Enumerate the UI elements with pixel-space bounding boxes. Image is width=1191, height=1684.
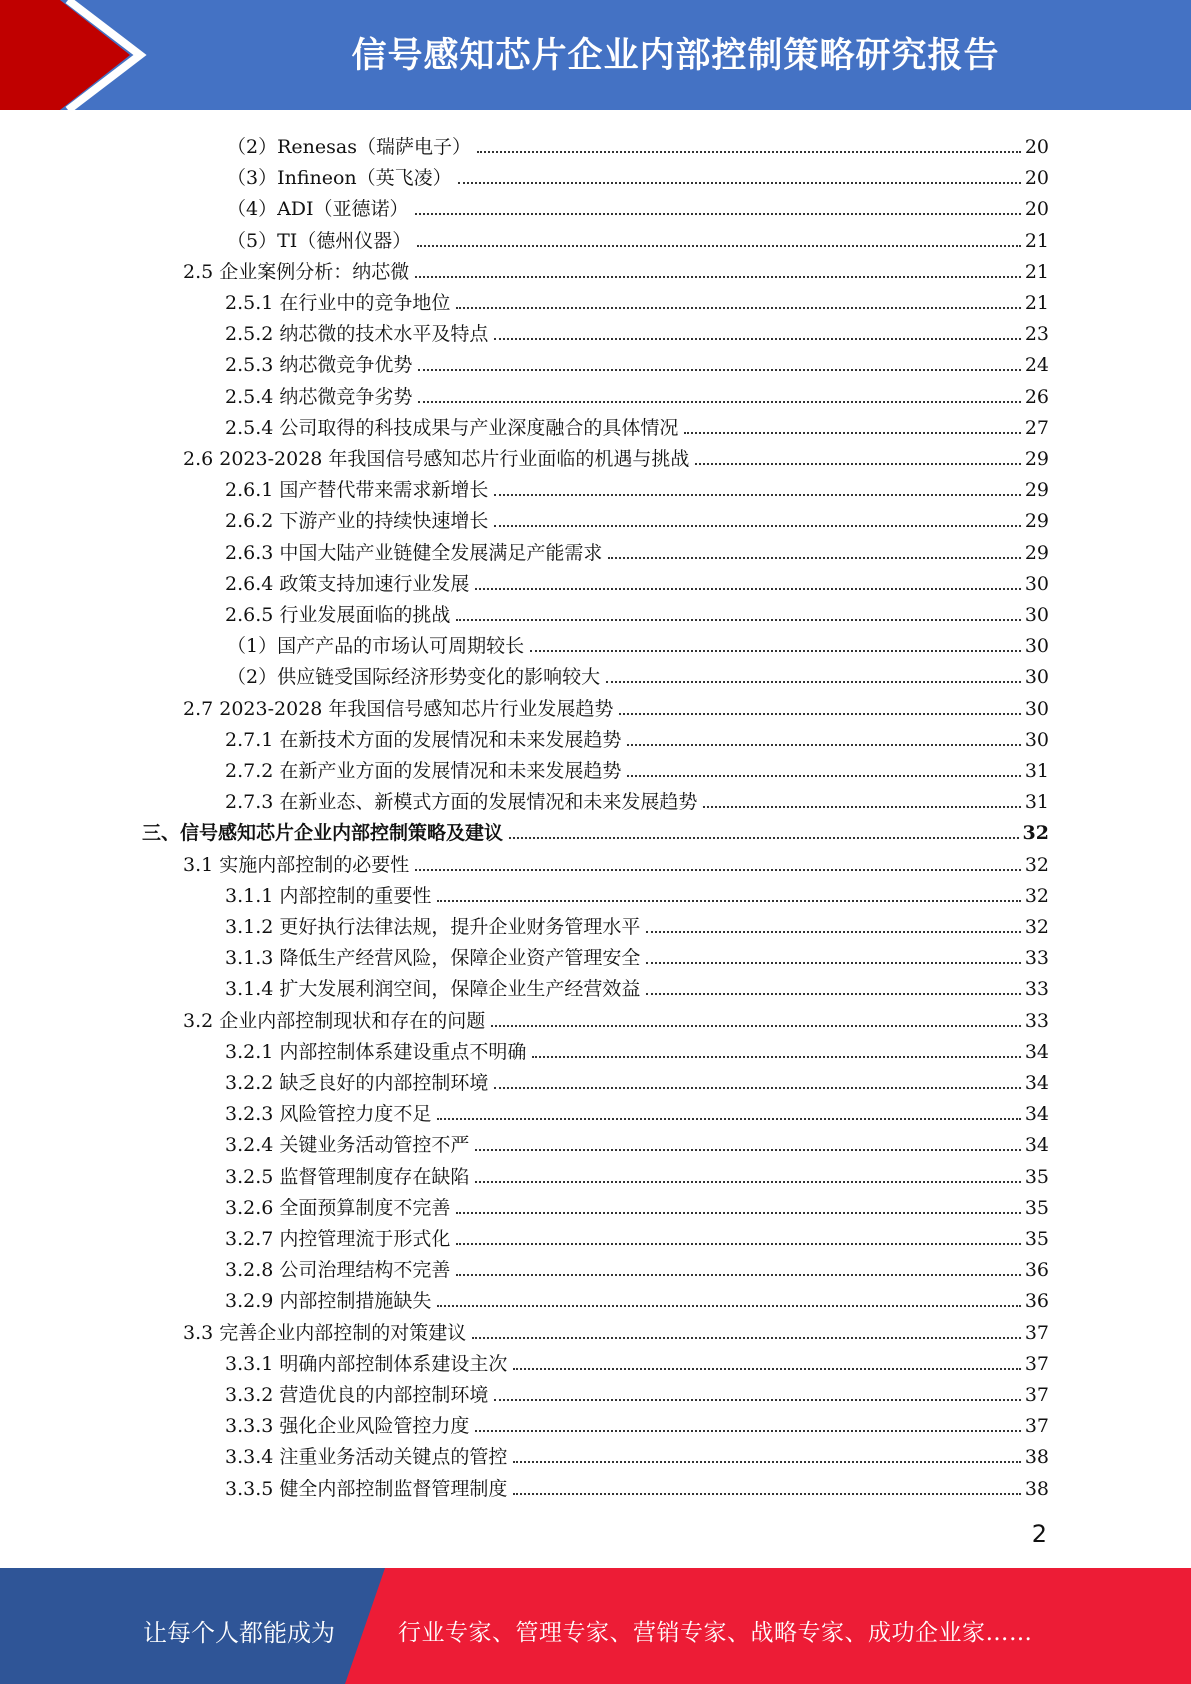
toc-entry-page: 34 xyxy=(1024,1072,1049,1094)
footer-roles: 行业专家、管理专家、营销专家、战略专家、成功企业家…… xyxy=(398,1620,1033,1646)
dot-leader xyxy=(619,713,1020,715)
toc-entry-label: 3.3 完善企业内部控制的对策建议 xyxy=(183,1321,467,1344)
toc-entry-page: 29 xyxy=(1024,510,1049,533)
toc-entry[interactable] xyxy=(225,595,1049,626)
dot-leader xyxy=(458,182,1021,184)
footer-banner xyxy=(0,1568,1191,1684)
dot-leader xyxy=(646,931,1020,933)
toc-entry[interactable] xyxy=(183,439,1049,470)
dot-leader xyxy=(475,588,1020,590)
toc-entry-label: 3.1.2 更好执行法律法规，提升企业财务管理水平 xyxy=(225,916,641,938)
dot-leader xyxy=(456,307,1020,309)
dot-leader xyxy=(494,338,1020,340)
dot-leader xyxy=(532,1056,1020,1058)
toc-entry-page: 33 xyxy=(1024,1009,1049,1032)
toc-entry-page: 29 xyxy=(1024,448,1049,470)
toc-entry-label: 2.6.5 行业发展面临的挑战 xyxy=(225,604,451,626)
toc-entry-label: 3.1.1 内部控制的重要性 xyxy=(225,884,432,907)
dot-leader xyxy=(627,775,1020,777)
toc-entry-page: 30 xyxy=(1024,604,1049,626)
toc-entry[interactable] xyxy=(225,501,1049,532)
toc-entry[interactable] xyxy=(225,408,1049,439)
toc-entry[interactable] xyxy=(225,314,1049,345)
toc-entry-page: 24 xyxy=(1024,354,1049,377)
dot-leader xyxy=(494,525,1020,527)
toc-entry[interactable] xyxy=(227,657,1049,688)
toc-entry[interactable] xyxy=(225,969,1049,1000)
dot-leader xyxy=(475,1430,1020,1432)
toc-entry[interactable] xyxy=(142,813,1049,844)
toc-entry-page: 21 xyxy=(1024,260,1049,283)
toc-entry-label: （2）供应链受国际经济形势变化的影响较大 xyxy=(227,666,601,689)
toc-entry[interactable] xyxy=(183,1001,1049,1032)
toc-entry-label: 2.6.2 下游产业的持续快速增长 xyxy=(225,510,489,533)
dot-leader xyxy=(684,432,1020,434)
toc-entry-label: （5）TI（德州仪器） xyxy=(227,229,412,252)
toc-entry[interactable] xyxy=(225,1125,1049,1156)
toc-entry-page: 20 xyxy=(1024,136,1049,158)
toc-entry[interactable] xyxy=(225,1188,1049,1219)
toc-entry-page: 37 xyxy=(1024,1321,1049,1344)
dot-leader xyxy=(456,1243,1020,1245)
toc-entry[interactable] xyxy=(225,1063,1049,1094)
toc-entry-page: 29 xyxy=(1024,479,1049,502)
toc-entry-label: 2.7.3 在新业态、新模式方面的发展情况和未来发展趋势 xyxy=(225,791,698,814)
toc-entry-page: 30 xyxy=(1024,697,1049,720)
dot-leader xyxy=(627,744,1020,746)
toc-entry-label: 2.5.4 纳芯微竞争劣势 xyxy=(225,385,413,408)
toc-entry[interactable] xyxy=(183,252,1049,283)
dot-leader xyxy=(606,681,1021,683)
toc-entry-label: 3.3.5 健全内部控制监督管理制度 xyxy=(225,1477,508,1500)
toc-entry-page: 35 xyxy=(1024,1228,1049,1250)
dot-leader xyxy=(437,900,1020,902)
toc-entry[interactable] xyxy=(225,470,1049,501)
toc-entry-page: 34 xyxy=(1024,1103,1049,1126)
dot-leader xyxy=(417,245,1021,247)
dot-leader xyxy=(491,1025,1021,1027)
toc-entry[interactable] xyxy=(227,127,1049,158)
toc-entry-label: 3.3.2 营造优良的内部控制环境 xyxy=(225,1384,489,1406)
toc-entry-page: 34 xyxy=(1024,1040,1049,1063)
toc-entry-page: 33 xyxy=(1024,947,1049,970)
toc-entry-label: 2.6.1 国产替代带来需求新增长 xyxy=(225,479,489,502)
dot-leader xyxy=(475,1149,1020,1151)
toc-entry-page: 20 xyxy=(1024,167,1049,190)
toc-entry[interactable] xyxy=(225,345,1049,376)
dot-leader xyxy=(472,1337,1021,1339)
footer-slogan: 让每个人都能成为 xyxy=(143,1619,335,1647)
toc-entry[interactable] xyxy=(225,1032,1049,1063)
dot-leader xyxy=(513,1461,1020,1463)
toc-entry-page: 23 xyxy=(1024,323,1049,346)
toc-entry-label: 3.2.3 风险管控力度不足 xyxy=(225,1103,432,1126)
dot-leader xyxy=(608,557,1020,559)
dot-leader xyxy=(437,1118,1020,1120)
toc-entry-page: 30 xyxy=(1024,728,1049,751)
toc-entry-page: 36 xyxy=(1024,1259,1049,1282)
toc-entry[interactable] xyxy=(225,1469,1049,1500)
toc-entry-label: （1）国产产品的市场认可周期较长 xyxy=(227,635,525,658)
toc-entry-page: 30 xyxy=(1024,635,1049,658)
toc-entry-label: （2）Renesas（瑞萨电子） xyxy=(227,136,471,158)
toc-entry-label: 3.2.8 公司治理结构不完善 xyxy=(225,1259,451,1282)
toc-entry-label: 3.2.9 内部控制措施缺失 xyxy=(225,1290,432,1313)
toc-entry-label: 3.2.5 监督管理制度存在缺陷 xyxy=(225,1165,470,1188)
dot-leader xyxy=(418,401,1020,403)
toc-entry-page: 29 xyxy=(1024,541,1049,564)
dot-leader xyxy=(437,1305,1020,1307)
dot-leader xyxy=(456,1212,1020,1214)
toc-entry[interactable] xyxy=(225,1406,1049,1437)
toc-entry-label: 3.2.7 内控管理流于形式化 xyxy=(225,1228,451,1250)
toc-entry-page: 38 xyxy=(1024,1477,1049,1500)
toc-entry-label: 3.3.1 明确内部控制体系建设主次 xyxy=(225,1352,508,1375)
toc-entry-page: 33 xyxy=(1024,978,1049,1001)
toc-entry-label: 3.2.4 关键业务活动管控不严 xyxy=(225,1134,470,1157)
toc-entry[interactable] xyxy=(225,1094,1049,1125)
toc-entry-page: 21 xyxy=(1024,229,1049,252)
dot-leader xyxy=(703,806,1020,808)
toc-entry[interactable] xyxy=(227,626,1049,657)
toc-entry[interactable] xyxy=(225,1157,1049,1188)
dot-leader xyxy=(513,1368,1020,1370)
toc-entry[interactable] xyxy=(183,1313,1049,1344)
toc-entry-page: 32 xyxy=(1024,853,1049,876)
toc-entry[interactable] xyxy=(225,283,1049,314)
dot-leader xyxy=(513,1493,1020,1495)
toc-entry-page: 26 xyxy=(1024,385,1049,408)
dot-leader xyxy=(695,463,1020,465)
toc-entry-label: 3.3.3 强化企业风险管控力度 xyxy=(225,1415,470,1438)
toc-entry[interactable] xyxy=(225,876,1049,907)
dot-leader xyxy=(418,369,1020,371)
dot-leader xyxy=(494,1087,1020,1089)
toc-entry-page: 32 xyxy=(1024,916,1049,938)
header-banner xyxy=(0,0,1191,110)
toc-entry-label: 2.7.2 在新产业方面的发展情况和未来发展趋势 xyxy=(225,760,622,782)
toc-entry-page: 30 xyxy=(1024,572,1049,595)
toc-entry-page: 31 xyxy=(1024,760,1049,782)
dot-leader xyxy=(646,962,1020,964)
toc-entry[interactable] xyxy=(225,564,1049,595)
dot-leader xyxy=(415,213,1021,215)
toc-entry-label: 3.2.1 内部控制体系建设重点不明确 xyxy=(225,1040,527,1063)
toc-entry-label: 2.5.2 纳芯微的技术水平及特点 xyxy=(225,323,489,346)
toc-entry[interactable] xyxy=(225,907,1049,938)
dot-leader xyxy=(509,837,1019,839)
toc-entry[interactable] xyxy=(225,1219,1049,1250)
toc-entry-page: 37 xyxy=(1024,1352,1049,1375)
toc-entry-page: 36 xyxy=(1024,1290,1049,1313)
toc-entry[interactable] xyxy=(225,1375,1049,1406)
toc-entry[interactable] xyxy=(225,377,1049,408)
toc-entry[interactable] xyxy=(227,189,1049,220)
toc-entry[interactable] xyxy=(225,938,1049,969)
toc-entry-label: 2.5.4 公司取得的科技成果与产业深度融合的具体情况 xyxy=(225,416,679,439)
toc-entry-label: 2.5 企业案例分析：纳芯微 xyxy=(183,260,410,283)
toc-entry-page: 32 xyxy=(1022,822,1049,845)
dot-leader xyxy=(494,494,1020,496)
toc-entry-page: 21 xyxy=(1024,292,1049,314)
toc-entry[interactable] xyxy=(225,1250,1049,1281)
page-number: 2 xyxy=(1031,1520,1047,1548)
dot-leader xyxy=(456,619,1020,621)
toc-entry[interactable] xyxy=(225,533,1049,564)
toc-entry-page: 35 xyxy=(1024,1196,1049,1219)
toc-entry-page: 31 xyxy=(1024,791,1049,814)
toc-entry-page: 34 xyxy=(1024,1134,1049,1157)
toc-entry-label: 2.6 2023-2028 年我国信号感知芯片行业面临的机遇与挑战 xyxy=(183,448,690,470)
toc-entry-label: （3）Infineon（英飞凌） xyxy=(227,167,452,190)
toc-entry[interactable] xyxy=(183,689,1049,720)
toc-entry-label: 2.6.3 中国大陆产业链健全发展满足产能需求 xyxy=(225,541,603,564)
toc-entry[interactable] xyxy=(225,1281,1049,1312)
toc-entry-page: 20 xyxy=(1024,198,1049,221)
toc-entry-label: 3.1.4 扩大发展利润空间，保障企业生产经营效益 xyxy=(225,978,641,1001)
toc-entry-label: 3.1 实施内部控制的必要性 xyxy=(183,853,410,876)
dot-leader xyxy=(415,869,1021,871)
dot-leader xyxy=(415,276,1021,278)
toc-entry-page: 38 xyxy=(1024,1446,1049,1469)
toc-entry[interactable] xyxy=(227,221,1049,252)
toc-entry-label: 三、信号感知芯片企业内部控制策略及建议 xyxy=(142,822,504,845)
toc-entry[interactable] xyxy=(183,845,1049,876)
toc-entry-page: 37 xyxy=(1024,1415,1049,1438)
dot-leader xyxy=(477,151,1021,153)
toc-entry-page: 30 xyxy=(1024,666,1049,689)
toc-entry-page: 35 xyxy=(1024,1165,1049,1188)
toc-entry-page: 37 xyxy=(1024,1384,1049,1406)
toc-entry[interactable] xyxy=(225,720,1049,751)
toc-entry-label: 3.1.3 降低生产经营风险，保障企业资产管理安全 xyxy=(225,947,641,970)
toc-entry-label: 2.6.4 政策支持加速行业发展 xyxy=(225,572,470,595)
toc-entry-page: 27 xyxy=(1024,416,1049,439)
report-title: 信号感知芯片企业内部控制策略研究报告 xyxy=(351,36,1000,76)
toc-entry-label: 3.2.2 缺乏良好的内部控制环境 xyxy=(225,1072,489,1094)
toc-entry[interactable] xyxy=(225,1344,1049,1375)
dot-leader xyxy=(456,1274,1020,1276)
dot-leader xyxy=(494,1399,1020,1401)
toc-entry-label: 2.7.1 在新技术方面的发展情况和未来发展趋势 xyxy=(225,728,622,751)
toc-entry[interactable] xyxy=(225,751,1049,782)
toc-entry[interactable] xyxy=(225,782,1049,813)
toc-entry-label: 3.3.4 注重业务活动关键点的管控 xyxy=(225,1446,508,1469)
dot-leader xyxy=(475,1181,1020,1183)
dot-leader xyxy=(646,993,1020,995)
dot-leader xyxy=(530,650,1021,652)
toc-entry-label: （4）ADI（亚德诺） xyxy=(227,198,409,221)
toc-entry-label: 2.7 2023-2028 年我国信号感知芯片行业发展趋势 xyxy=(183,697,614,720)
toc-entry-label: 2.5.3 纳芯微竞争优势 xyxy=(225,354,413,377)
toc-entry[interactable] xyxy=(225,1437,1049,1468)
toc-entry-page: 32 xyxy=(1024,884,1049,907)
toc-entry-label: 3.2.6 全面预算制度不完善 xyxy=(225,1196,451,1219)
toc-entry-label: 3.2 企业内部控制现状和存在的问题 xyxy=(183,1009,486,1032)
red-chevron-decoration xyxy=(0,0,160,110)
toc-entry[interactable] xyxy=(227,158,1049,189)
toc-entry-label: 2.5.1 在行业中的竞争地位 xyxy=(225,292,451,314)
